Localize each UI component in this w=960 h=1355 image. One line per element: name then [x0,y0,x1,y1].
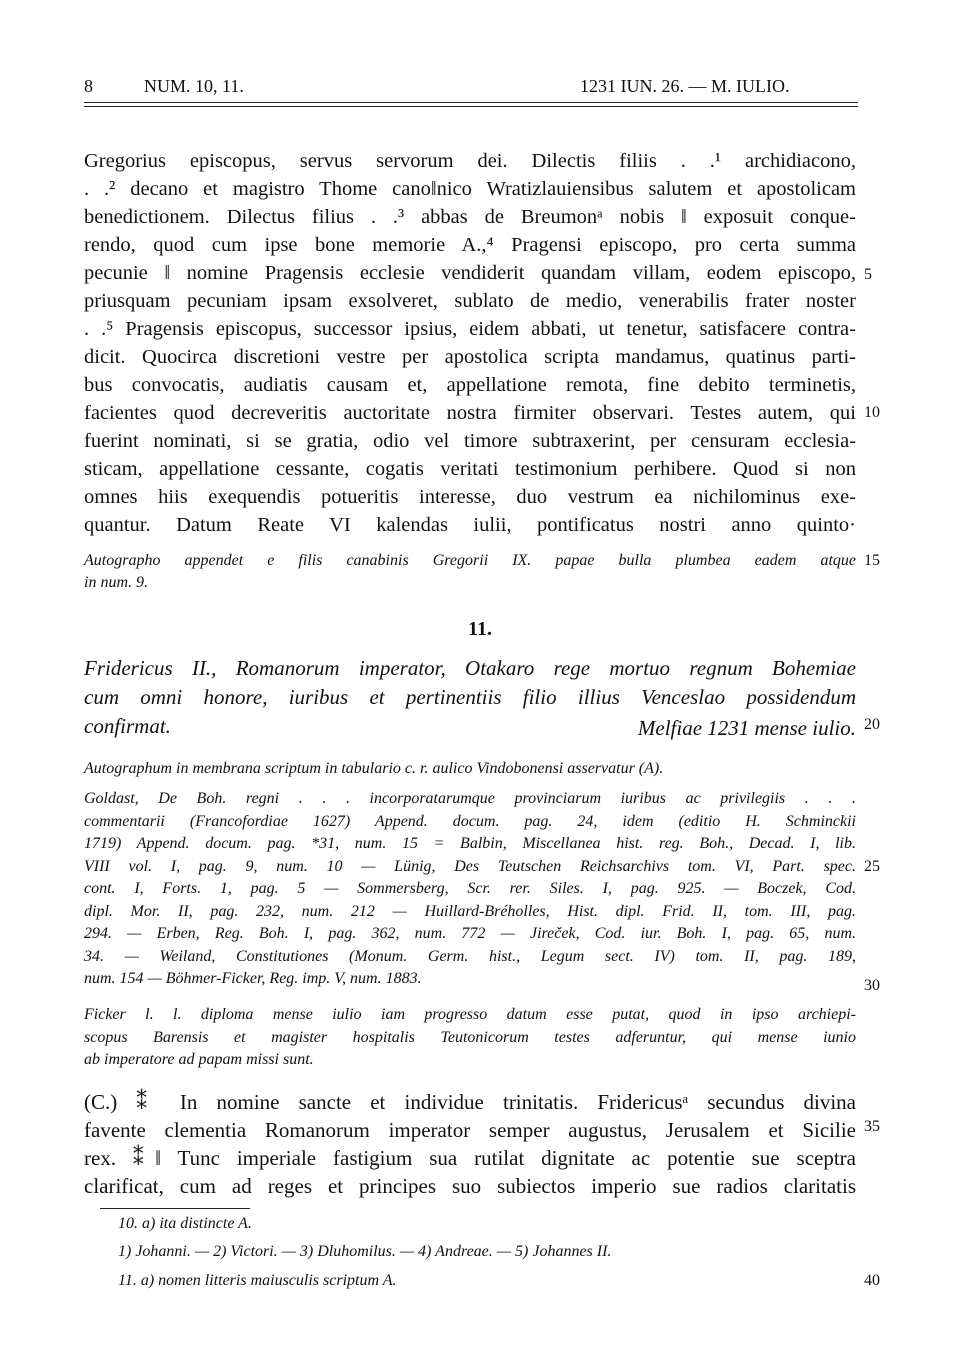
edition-line: commentarii (Francofordiae 1627) Append. docum. pag. 24, idem (editio H. Schminckii [84,812,856,830]
edition-line: 1719) Append. docum. pag. *31, num. 15 = Balbin, Miscellanea hist. reg. Boh., Decad. I, lib. [84,835,856,852]
footnote-rule [100,1208,250,1209]
text-line: dicit. Quocirca discretioni vestre per apostolica scripta mandamus, quatinus parti- [84,346,856,368]
text-line: quantur. Datum Reate VI kalendas iulii, pontificatus nostri anno quinto· [84,514,856,536]
line-number: 40 [864,1272,880,1289]
line-number: 5 [864,266,872,283]
header-rule [84,102,858,103]
text-line: priusquam pecuniam ipsam exsolveret, sublato de medio, venerabilis frater noster [84,290,856,312]
regest-line: confirmat. [84,714,171,738]
edition-line: cont. I, Forts. 1, pag. 5 — Sommersberg, Scr. rer. Siles. I, pag. 925. — Boczek, Cod. [84,880,856,897]
footnote: 1) Johanni. — 2) Victori. — 3) Dluhomilus. — 4) Andreae. — 5) Johannes II. [118,1243,612,1260]
text-line: bus convocatis, audiatis causam et, appellatione remota, fine debito terminetis, [84,374,856,396]
text-line: . .² decano et magistro Thome cano‖nico Wratizlauiensibus salutem et apostolicam [84,178,856,200]
text-line: sticam, appellatione cessante, cogatis veritati testimonium perhibere. Quod si non [84,458,856,480]
line-number: 10 [864,404,880,421]
source-line: Autographum in membrana scriptum in tabulario c. r. aulico Vindobonensi asservatur (A). [84,760,664,777]
line-number: 35 [864,1118,880,1135]
regest-line: Fridericus II., Romanorum imperator, Otakaro rege mortuo regnum Bohemiae [84,656,856,680]
text-line: facientes quod decreveritis auctoritate nostra firmiter observari. Testes autem, qui [84,402,856,424]
document-numbers: NUM. 10, 11. [144,76,244,96]
place-date: Melfiae 1231 mense iulio. [637,716,856,740]
text-line: rendo, quod cum ipse bone memorie A.,⁴ Pragensi episcopo, pro certa summa [84,234,856,256]
page-number: 8 [84,76,93,96]
line-number: 30 [864,977,880,994]
text-line: rex. ⁑‖ Tunc imperiale fastigium sua rutilat dignitate ac potentie sue sceptra [84,1146,856,1170]
footnote: 11. a) nomen litteris maiusculis scriptum A. [118,1272,397,1289]
text-line: (C.) ⁑ In nomine sancte et individue trinitatis. Fridericusᵃ secundus divina [84,1090,856,1114]
text-line: clarificat, cum ad reges et principes suo subiectos imperio sue radios claritatis [84,1174,856,1198]
text-line: omnes hiis exequendis potueritis interesse, duo vestrum ea nichilominus exe- [84,486,856,508]
edition-line: 34. — Weiland, Constitutiones (Monum. Germ. hist., Legum sect. IV) tom. II, pag. 189, [84,947,856,965]
text-line: Gregorius episcopus, servus servorum dei. Dilectis filiis . .¹ archidiacono, [84,150,856,172]
text-line: . .⁵ Pragensis episcopus, successor ipsius, eidem abbati, ut tenetur, satisfacere contra- [84,318,856,340]
note-line: Autographo appendet e filis canabinis Gregorii IX. papae bulla plumbea eadem atque [84,552,856,569]
note-line: ab imperatore ad papam missi sunt. [84,1051,314,1068]
edition-line: 294. — Erben, Reg. Boh. I, pag. 362, num. 772 — Jireček, Cod. iur. Boh. I, pag. 65, num. [84,925,856,942]
header-rule [84,106,858,107]
note-line: Ficker l. l. diploma mense iulio iam progresso datum esse putat, quod in ipso archiepi- [84,1006,856,1023]
text-line: fuerint nominati, si se gratia, odio vel timore subtraxerint, per censuram ecclesia- [84,430,856,452]
footnote: 10. a) ita distincte A. [118,1215,252,1232]
text-line: pecunie ‖ nomine Pragensis ecclesie vendiderit quandam villam, eodem episcopo, [84,262,856,284]
document-number: 11. [468,618,492,640]
edition-line: Goldast, De Boh. regni . . . incorporatarumque provinciarum iuribus ac privilegiis . . . [84,790,856,807]
edition-line: num. 154 — Böhmer-Ficker, Reg. imp. V, num. 1883. [84,970,422,987]
note-line: in num. 9. [84,574,148,591]
edition-line: VIII vol. I, pag. 9, num. 10 — Lünig, Des Teutschen Reichsarchivs tom. VI, Part. spec. [84,857,856,875]
edition-line: dipl. Mor. II, pag. 232, num. 212 — Huillard-Bréholles, Hist. dipl. Frid. II, tom. III, pag. [84,902,856,920]
text-line: favente clementia Romanorum imperator semper augustus, Jerusalem et Sicilie [84,1118,856,1142]
regest-line: cum omni honore, iuribus et pertinentiis filio illius Venceslao possidendum [84,685,856,709]
note-line: scopus Barensis et magister hospitalis Teutonicorum testes adferuntur, qui mense iunio [84,1028,856,1046]
line-number: 25 [864,858,880,875]
header-date: 1231 IUN. 26. — M. IULIO. [580,76,790,96]
running-header [84,66,858,100]
line-number: 15 [864,552,880,569]
line-number: 20 [864,716,880,733]
text-line: benedictionem. Dilectus filius . .³ abbas de Breumonᵃ nobis ‖ exposuit conque- [84,206,856,228]
